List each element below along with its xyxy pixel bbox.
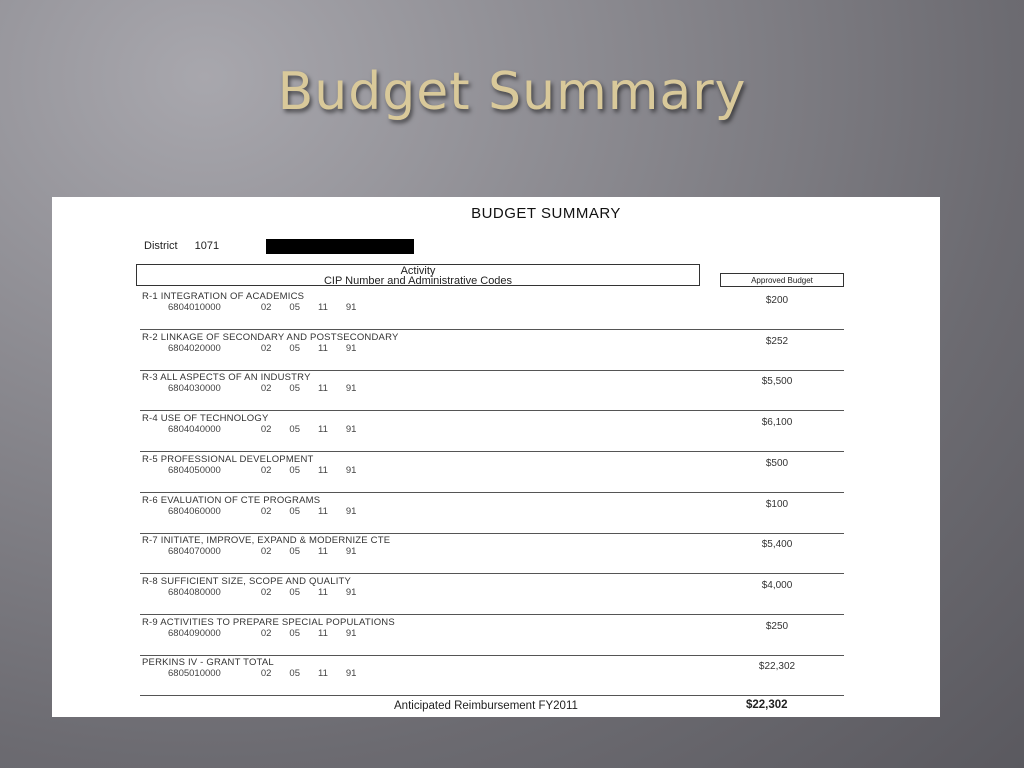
row-cip-codes: [168, 343, 374, 354]
admin-code: 05: [289, 668, 300, 680]
row-activity-label: R-2 LINKAGE OF SECONDARY AND POSTSECONDARY: [142, 331, 399, 343]
admin-code: 02: [260, 383, 272, 395]
row-activity-label: PERKINS IV - GRANT TOTAL: [142, 657, 274, 669]
row-cip-codes: [168, 383, 374, 394]
row-cip-codes: [168, 424, 374, 435]
row-cip-codes: [168, 668, 374, 679]
admin-code: 05: [289, 464, 300, 476]
district-label: District: [144, 240, 178, 252]
row-cip-codes: [168, 302, 374, 313]
approved-budget-amount: $4,000: [761, 579, 793, 591]
cip-number: 6804070000: [168, 546, 221, 558]
admin-code: 02: [260, 424, 272, 436]
budget-row: [140, 452, 844, 493]
admin-code: 11: [318, 424, 328, 436]
admin-code: 91: [345, 505, 357, 517]
row-activity-label: R-3 ALL ASPECTS OF AN INDUSTRY: [142, 372, 311, 384]
admin-code: 05: [289, 546, 300, 558]
admin-code: 11: [318, 342, 328, 354]
redaction-bar: [266, 239, 414, 254]
district-number: 1071: [194, 240, 220, 252]
reimbursement-amount: $22,302: [746, 699, 788, 711]
budget-row: [140, 493, 844, 534]
cip-number: 6804040000: [168, 424, 221, 436]
admin-code: 91: [345, 383, 357, 395]
approved-budget-amount: $252: [765, 335, 789, 347]
budget-row: [140, 655, 844, 696]
row-activity-label: R-7 INITIATE, IMPROVE, EXPAND & MODERNIZE CTE: [142, 535, 391, 547]
admin-code: 02: [260, 464, 272, 476]
budget-row: [140, 370, 844, 411]
budget-row: [140, 574, 844, 615]
cip-number: 6804010000: [168, 302, 221, 313]
admin-code: 02: [260, 505, 272, 517]
row-activity-label: R-6 EVALUATION OF CTE PROGRAMS: [142, 494, 321, 506]
cip-header-label: CIP Number and Administrative Codes: [323, 275, 513, 287]
admin-code: 91: [345, 627, 357, 639]
admin-code: 11: [318, 627, 328, 639]
admin-code: 02: [260, 668, 272, 680]
row-cip-codes: [168, 546, 374, 557]
approved-budget-amount: $5,400: [761, 539, 793, 551]
admin-code: 05: [289, 302, 300, 313]
district-line: [144, 240, 233, 252]
admin-code: 11: [318, 464, 328, 476]
row-activity-label: R-9 ACTIVITIES TO PREPARE SPECIAL POPULATIONS: [142, 616, 395, 628]
admin-code: 05: [289, 342, 300, 354]
row-activity-label: R-5 PROFESSIONAL DEVELOPMENT: [142, 453, 314, 465]
approved-budget-amount: $100: [765, 498, 789, 510]
approved-budget-amount: $500: [765, 457, 789, 469]
admin-code: 02: [260, 627, 272, 639]
admin-code: 11: [318, 546, 328, 558]
approved-budget-amount: $22,302: [758, 661, 796, 673]
approved-budget-amount: $5,500: [761, 376, 793, 388]
admin-code: 02: [260, 302, 272, 313]
admin-code: 02: [260, 586, 272, 598]
budget-row: [140, 330, 844, 371]
admin-code: 91: [345, 424, 357, 436]
admin-code: 11: [318, 505, 328, 517]
budget-row: [140, 615, 844, 656]
row-activity-label: R-4 USE OF TECHNOLOGY: [142, 413, 269, 425]
admin-code: 02: [260, 546, 272, 558]
admin-code: 11: [318, 586, 328, 598]
row-activity-label: R-8 SUFFICIENT SIZE, SCOPE AND QUALITY: [142, 575, 352, 587]
admin-code: 05: [289, 627, 300, 639]
approved-budget-amount: $6,100: [761, 417, 793, 429]
slide-title: Budget Summary: [277, 62, 747, 122]
admin-code: 91: [345, 302, 357, 313]
budget-row: [140, 411, 844, 452]
admin-code: 11: [318, 302, 328, 313]
admin-code: 05: [289, 383, 300, 395]
row-cip-codes: [168, 628, 374, 639]
row-cip-codes: [168, 506, 374, 517]
document-heading: BUDGET SUMMARY: [471, 205, 621, 222]
admin-code: 91: [345, 546, 357, 558]
approved-budget-header: Approved Budget: [720, 273, 844, 287]
activity-header-label: Activity: [400, 265, 436, 277]
approved-budget-amount: $250: [765, 620, 789, 632]
row-activity-label: R-1 INTEGRATION OF ACADEMICS: [142, 291, 305, 302]
admin-code: 11: [318, 383, 328, 395]
admin-code: 91: [345, 586, 357, 598]
cip-number: 6804030000: [168, 383, 221, 395]
admin-code: 02: [260, 342, 272, 354]
cip-number: 6804080000: [168, 586, 221, 598]
cip-number: 6804050000: [168, 464, 221, 476]
approved-budget-amount: $200: [765, 295, 789, 306]
activity-header: [136, 264, 700, 286]
cip-number: 6805010000: [168, 668, 221, 680]
cip-number: 6804090000: [168, 627, 221, 639]
budget-row: [140, 533, 844, 574]
admin-code: 05: [289, 586, 300, 598]
admin-code: 91: [345, 464, 357, 476]
row-cip-codes: [168, 587, 374, 598]
cip-number: 6804060000: [168, 505, 221, 517]
admin-code: 91: [345, 668, 357, 680]
admin-code: 91: [345, 342, 357, 354]
cip-number: 6804020000: [168, 342, 221, 354]
admin-code: 11: [318, 668, 328, 680]
admin-code: 05: [289, 424, 300, 436]
budget-row: [140, 289, 844, 330]
admin-code: 05: [289, 505, 300, 517]
row-cip-codes: [168, 465, 374, 476]
budget-document: [52, 197, 940, 717]
reimbursement-label: Anticipated Reimbursement FY2011: [394, 700, 578, 712]
